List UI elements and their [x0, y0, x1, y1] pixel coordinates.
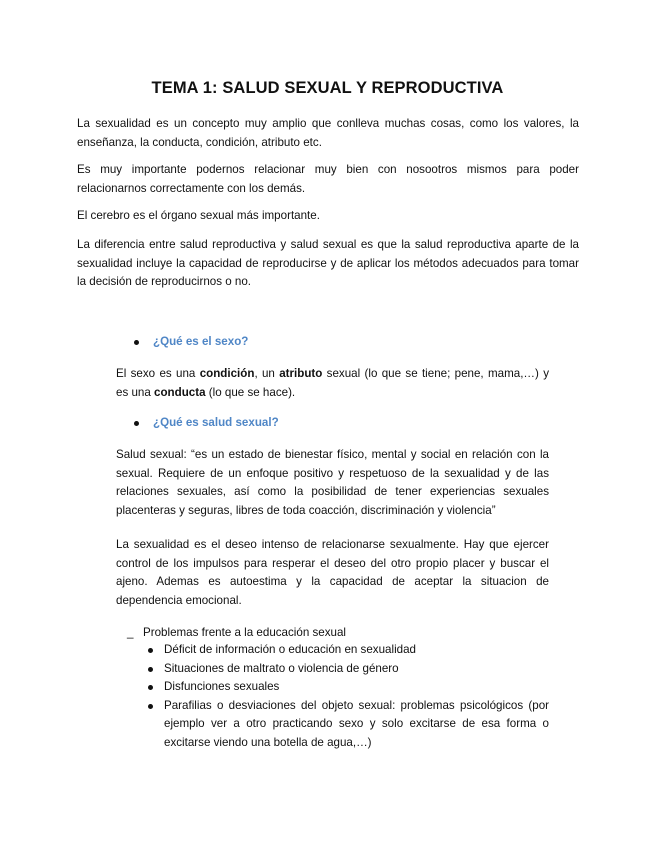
bullet-icon — [148, 704, 153, 709]
list-item — [146, 678, 549, 697]
list-item — [146, 641, 549, 660]
problems-heading — [127, 624, 346, 642]
section-heading-salud-sexual — [134, 414, 279, 432]
intro-paragraph-1: La sexualidad es un concepto muy amplio que conlleva muchas cosas, como los valores, la enseñanza, la conducta, condición, atributo etc. — [77, 117, 579, 149]
list-item — [146, 697, 549, 753]
sexualidad-paragraph: La sexualidad es el deseo intenso de relacionarse sexualmente. Hay que ejercer control de los impulsos para resperar el deseo del otro propio placer y buscar el ajeno. Ademas es autoestima y la capacidad de aceptar la situacion de dependencia emocional. — [116, 538, 549, 607]
section-heading-sexo-text: ¿Qué es el sexo? — [153, 335, 249, 348]
sexo-bold-atributo: atributo — [279, 367, 323, 380]
bullet-icon — [148, 685, 153, 690]
section-heading-sexo — [134, 333, 248, 351]
sexo-text-a: El sexo es una — [116, 367, 200, 380]
sexo-text-b: , un — [254, 367, 280, 380]
bullet-icon — [134, 340, 139, 345]
bullet-icon — [134, 421, 139, 426]
problems-heading-text: Problemas frente a la educación sexual — [143, 626, 347, 639]
problems-list — [146, 641, 549, 752]
sexo-bold-condicion: condición — [199, 367, 255, 380]
sexo-text-c: sexual (lo que se tiene; pene, mama,…) y es una — [116, 367, 549, 399]
list-item-text: Disfunciones sexuales — [164, 680, 280, 693]
intro-paragraph-3: El cerebro es el órgano sexual más importante. — [77, 209, 320, 222]
intro-paragraph-2: Es muy importante podernos relacionar muy bien con nosootros mismos para poder relacionarnos correctamente con los demás. — [77, 163, 579, 195]
intro-paragraph-4: La diferencia entre salud reproductiva y salud sexual es que la salud reproductiva aparte de la sexualidad incluye la capacidad de reproducirse y de aplicar los métodos adecuados para tomar la decisión de reproducirnos o no. — [77, 238, 579, 288]
bullet-icon — [148, 667, 153, 672]
list-item-text: Situaciones de maltrato o violencia de género — [164, 661, 399, 675]
list-item-text: Parafilias o desviaciones del objeto sexual: problemas psicológicos (por ejemplo ver a otro practicando sexo y solo excitarse de esa forma o excitarse viendo una botella de agua,…) — [164, 698, 549, 749]
salud-sexual-definition: Salud sexual: “es un estado de bienestar físico, mental y social en relación con la sexual. Requiere de un enfoque positivo y respetuoso de la sexualidad y de las relaciones sexuales, así como la posibilidad de tener experiencias sexuales placenteras y seguras, libres de toda coacción, discriminación y violencia” — [116, 448, 549, 517]
sexo-bold-conducta: conducta — [154, 385, 206, 399]
list-item — [146, 660, 549, 679]
dash-marker: _ — [127, 626, 134, 639]
bullet-icon — [148, 648, 153, 653]
sexo-text-d: (lo que se hace). — [205, 385, 296, 399]
sexo-definition — [116, 365, 549, 402]
section-heading-salud-sexual-text: ¿Qué es salud sexual? — [153, 416, 279, 429]
page-title: TEMA 1: SALUD SEXUAL Y REPRODUCTIVA — [151, 79, 504, 97]
list-item-text: Déficit de información o educación en sexualidad — [164, 643, 416, 656]
